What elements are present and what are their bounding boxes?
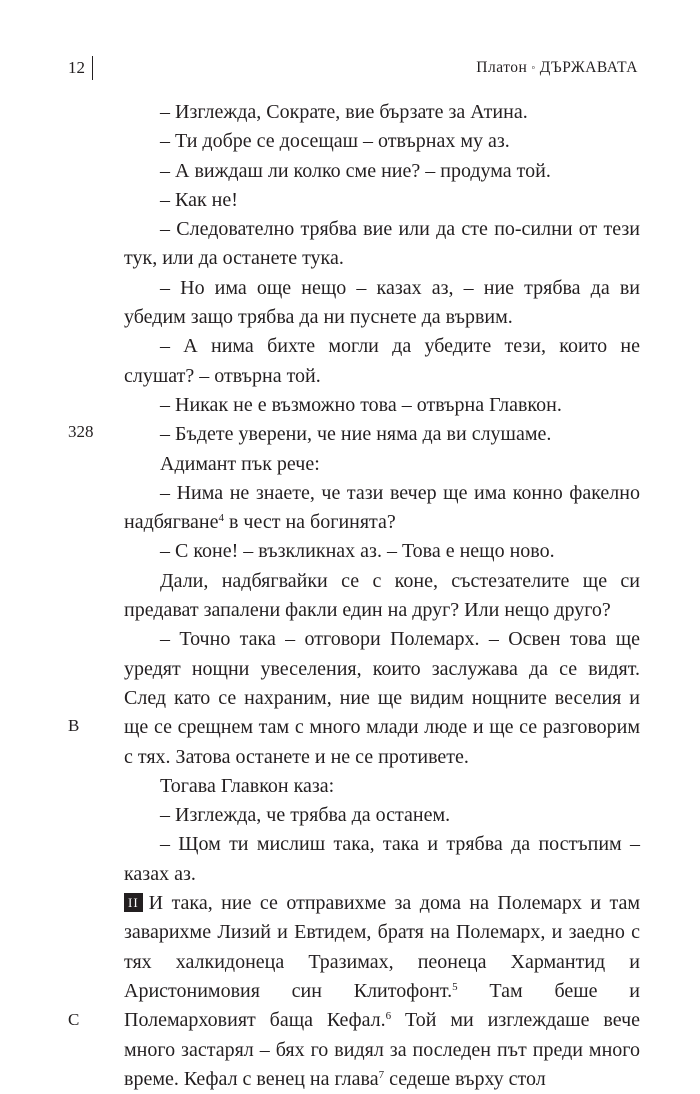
paragraph: – А нима бихте могли да убедите тези, които не слушат? – отвърна той.	[124, 335, 640, 387]
footnote-ref[interactable]: 5	[452, 980, 458, 993]
paragraph: – Изглежда, че трябва да останем.	[160, 804, 451, 827]
running-head	[476, 58, 638, 78]
chapter-marker: II	[124, 893, 143, 912]
paragraph: – Следователно трябва вие или да сте по-силни от тези тук, или да останете тука.	[124, 218, 640, 270]
stephanus-section-c: C	[68, 1010, 80, 1029]
stephanus-section-b: B	[68, 716, 80, 735]
paragraph-text: – Нима не знаете, че тази вечер ще има конно факелно надбягване	[124, 481, 640, 534]
paragraph	[124, 479, 640, 538]
footnote-ref[interactable]: 4	[218, 512, 224, 525]
paragraph: – С коне! – възкликнах аз. – Това е нещо ново.	[160, 540, 555, 563]
stephanus-number: 328	[68, 422, 94, 441]
paragraph-text: И така, ние се отправихме за дома на Полемарх и там заварихме Лизий и Евтидем, братя на Полемарх, и заедно с тях халкидонеца Тразимах, пеонеца Хармантид и Аристонимовия син Клитофонт.	[124, 892, 640, 1002]
page-number: 12	[68, 56, 93, 80]
author-name: Платон	[476, 59, 528, 76]
body-text	[124, 98, 640, 1094]
paragraph: – Никак не е възможно това – отвърна Главкон.	[160, 393, 562, 416]
paragraph: Адимант пък рече:	[160, 452, 320, 475]
page-header	[68, 56, 638, 86]
paragraph: – Но има още нещо – казах аз, – ние трябва да ви убедим защо трябва да ни пуснете да вървим.	[124, 276, 640, 329]
paragraph-text: Там беше и Полемарховият баща Кефал.	[124, 979, 640, 1032]
paragraph-text: Той ми изглеждаше вече много застарял – бях го видял за последен път преди много време. Кефал с венец на глава	[124, 1009, 641, 1090]
paragraph: – Точно така – отговори Полемарх. – Освен това ще уредят нощни увеселения, които заслужава да се видят. След като се нахраним, ние ще видим нощните веселия и ще се срещнем там с много млади люде и ще се разговорим с тях. Затова останете и не се противете.	[124, 628, 640, 768]
paragraph: – Щом ти мислиш така, така и трябва да постъпим – казах аз.	[124, 833, 640, 885]
paragraph-text: седеше върху стол	[389, 1067, 546, 1090]
paragraph	[124, 889, 640, 1094]
paragraph: – Ти добре се досещаш – отвърнах му аз.	[160, 130, 510, 153]
paragraph-text: в чест на богинята?	[228, 511, 396, 534]
paragraph: Дали, надбягвайки се с коне, състезателите ще си предават запалени факли един на друг? Или нещо друго?	[124, 569, 640, 622]
paragraph: – А виждаш ли колко сме ние? – продума той.	[160, 159, 551, 182]
footnote-ref[interactable]: 7	[378, 1068, 385, 1081]
book-title: ДЪРЖАВАТА	[539, 59, 638, 76]
paragraph: – Изглежда, Сократе, вие бързате за Атина.	[160, 101, 528, 123]
paragraph: – Бъдете уверени, че ние няма да ви слушаме.	[160, 423, 552, 446]
paragraph: – Как не!	[160, 188, 238, 211]
paragraph: Тогава Главкон каза:	[160, 774, 335, 797]
separator-icon: ◦	[531, 62, 536, 74]
footnote-ref[interactable]: 6	[385, 1010, 392, 1023]
